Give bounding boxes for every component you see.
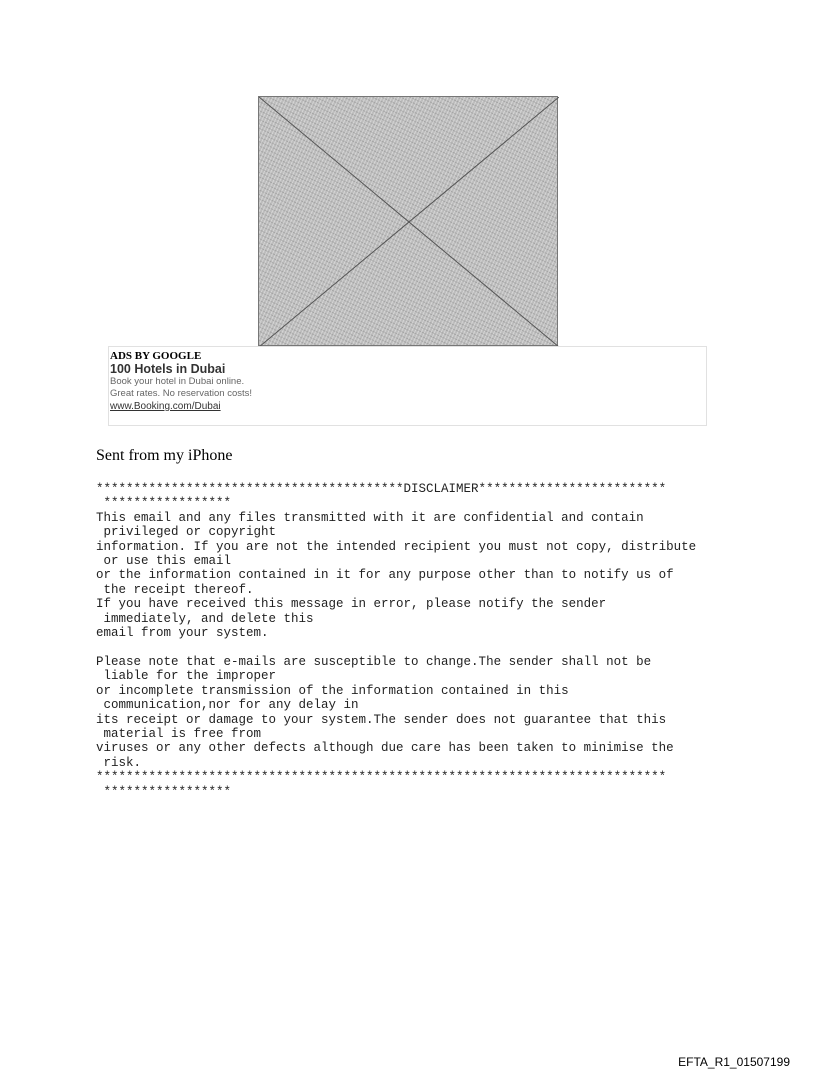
disclaimer-line: or the information contained in it for any purpose other than to notify us of [96,568,674,583]
disclaimer-line: Please note that e-mails are susceptible to change.The sender shall not be [96,654,652,669]
ad-title[interactable]: 100 Hotels in Dubai [110,362,226,376]
ad-block [108,346,707,426]
disclaimer-line: material is free from [96,726,262,741]
disclaimer-line: If you have received this message in error, please notify the sender [96,597,607,612]
disclaimer-line: communication,nor for any delay in [96,698,359,713]
disclaimer-line: liable for the improper [96,669,277,684]
disclaimer-line: privileged or copyright [96,525,277,540]
disclaimer-line: immediately, and delete this [96,611,314,626]
document-id: EFTA_R1_01507199 [678,1055,790,1069]
disclaimer-line: *****************************************DISCLAIMER************************* [96,482,667,496]
disclaimer-line: **************************************************************************** [96,770,667,785]
ad-url-link[interactable]: www.Booking.com/Dubai [110,401,221,412]
ad-header: ADS BY GOOGLE [110,350,202,362]
broken-image-icon [259,97,559,347]
disclaimer-line: or use this email [96,554,232,569]
image-placeholder [258,96,558,346]
disclaimer-line: risk. [96,755,142,770]
disclaimer-line: the receipt thereof. [96,582,254,597]
disclaimer-text [96,482,696,799]
ad-description-line-2: Great rates. No reservation costs! [110,388,253,399]
disclaimer-line: email from your system. [96,626,269,641]
disclaimer-line: information. If you are not the intended recipient you must not copy, distribute [96,539,697,554]
disclaimer-line: ***************** [96,496,232,511]
disclaimer-line: its receipt or damage to your system.The sender does not guarantee that this [96,712,667,727]
disclaimer-line: viruses or any other defects although due care has been taken to minimise the [96,741,674,756]
email-signature: Sent from my iPhone [96,447,233,464]
disclaimer-line: or incomplete transmission of the information contained in this [96,683,569,698]
disclaimer-line: ***************** [96,784,232,799]
ad-description-line-1: Book your hotel in Dubai online. [110,376,245,387]
disclaimer-line: This email and any files transmitted with it are confidential and contain [96,510,644,525]
